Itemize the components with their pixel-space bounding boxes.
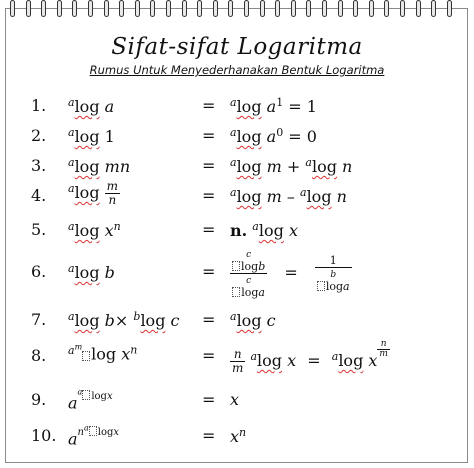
binding-ring xyxy=(400,0,405,17)
binding-ring xyxy=(41,0,46,17)
formula-rhs: $\frac{n}{m}$ $^a$log x = $^a$log x $\frac{n}{m}$ xyxy=(232,339,388,375)
formula-lhs: $^a$log a xyxy=(68,96,115,116)
binding-ring xyxy=(150,0,155,17)
page-title: Sifat-sifat Logaritma xyxy=(111,34,363,60)
formula-rhs: c logb c loga = 1 b loga xyxy=(230,248,352,299)
binding-ring xyxy=(213,0,218,17)
binding-ring xyxy=(338,0,343,17)
binding-ring xyxy=(57,0,62,17)
page-subtitle: Rumus Untuk Menyederhanakan Bentuk Logaritma xyxy=(89,63,385,77)
binding-ring xyxy=(104,0,109,17)
binding-ring xyxy=(135,0,140,17)
row-number: 6. xyxy=(31,262,47,281)
equals-sign: = xyxy=(202,390,216,409)
equals-sign: = xyxy=(202,126,216,145)
binding-ring xyxy=(166,0,171,17)
binding-ring xyxy=(228,0,233,17)
equals-sign: = xyxy=(202,220,216,239)
formula-lhs: $^a$log $x^n$ xyxy=(68,220,121,240)
formula-rhs: $x^n$ xyxy=(230,426,247,446)
formula-rhs: $^a$log $a^0 = 0$ xyxy=(230,126,317,146)
row-number: 3. xyxy=(31,156,47,175)
formula-lhs: $^a$log b× $^b$log c xyxy=(68,310,180,330)
equals-sign: = xyxy=(202,96,216,115)
formula-lhs: $^a$log $\frac{m}{n}$ xyxy=(68,179,119,207)
row-number: 8. xyxy=(31,346,47,365)
formula-rhs: $^a$log m + $^a$log n xyxy=(230,156,353,176)
binding-ring xyxy=(244,0,249,17)
binding-ring xyxy=(353,0,358,17)
binding-ring xyxy=(72,0,77,17)
binding-ring xyxy=(119,0,124,17)
binding-ring xyxy=(275,0,280,17)
formula-lhs: $a^{^a logx}$ xyxy=(68,388,113,413)
formula-lhs: $^{a^m}$ $\log x^n$ xyxy=(68,342,138,364)
binding-ring xyxy=(88,0,93,17)
row-number: 2. xyxy=(31,126,47,145)
formula-rhs: n. $^a$log x xyxy=(230,220,298,240)
equals-sign: = xyxy=(202,310,216,329)
formula-lhs: $^a$log 1 xyxy=(68,126,115,146)
formula-rhs: $^a$log m – $^a$log n xyxy=(230,186,347,206)
row-number: 1. xyxy=(31,96,47,115)
equals-sign: = xyxy=(202,426,216,445)
binding-ring xyxy=(369,0,374,17)
row-number: 7. xyxy=(31,310,47,329)
row-number: 5. xyxy=(31,220,47,239)
formula-lhs: $a^{n^a logx}$ xyxy=(68,424,120,449)
binding-ring xyxy=(197,0,202,17)
binding-ring xyxy=(182,0,187,17)
row-number: 4. xyxy=(31,186,47,205)
row-number: 9. xyxy=(31,390,47,409)
formula-lhs: $^a$log b xyxy=(68,262,115,282)
binding-ring xyxy=(416,0,421,17)
binding-ring xyxy=(291,0,296,17)
spiral-binding xyxy=(10,0,465,22)
equals-sign: = xyxy=(202,262,216,281)
equals-sign: = xyxy=(202,346,216,365)
binding-ring xyxy=(384,0,389,17)
binding-ring xyxy=(26,0,31,17)
equals-sign: = xyxy=(202,186,216,205)
binding-ring xyxy=(447,0,452,17)
formula-rhs: x xyxy=(230,390,240,409)
binding-ring xyxy=(322,0,327,17)
formula-rhs: $^a$log $a^1 = 1$ xyxy=(230,96,317,116)
formula-rhs: $^a$log c xyxy=(230,310,276,330)
formula-lhs: $^a$log mn xyxy=(68,156,131,176)
row-number: 10. xyxy=(31,426,57,445)
equals-sign: = xyxy=(202,156,216,175)
binding-ring xyxy=(10,0,15,17)
binding-ring xyxy=(431,0,436,17)
binding-ring xyxy=(260,0,265,17)
binding-ring xyxy=(306,0,311,17)
